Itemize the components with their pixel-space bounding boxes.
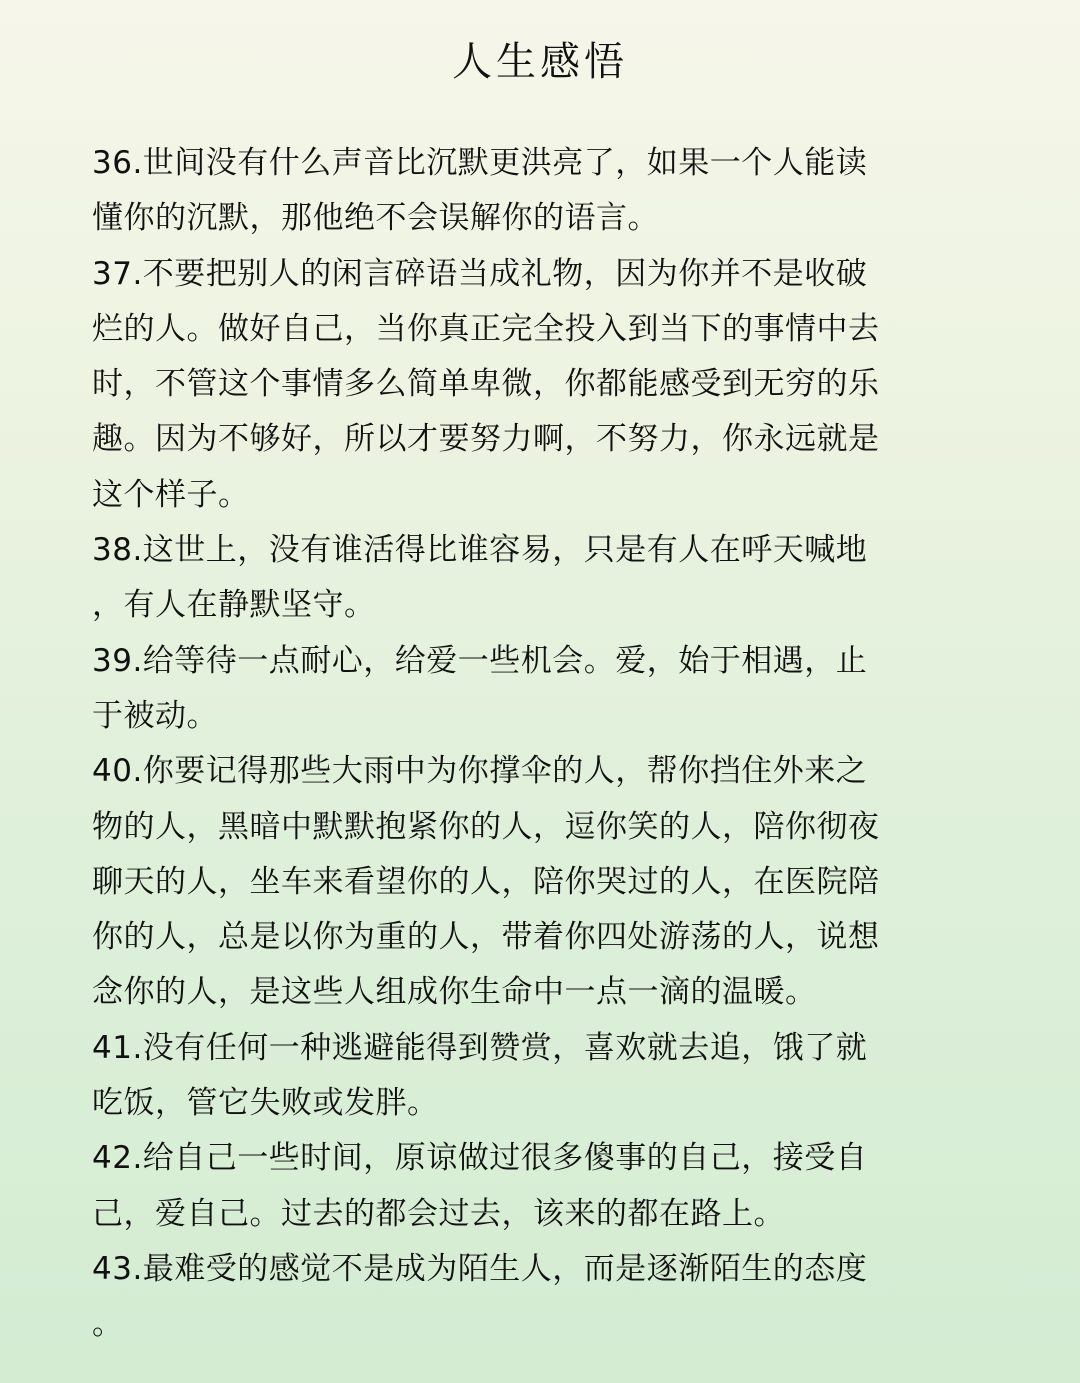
text-line: 念你的人，是这些人组成你生命中一点一滴的温暖。 xyxy=(92,974,817,1011)
text-line: 38.这世上，没有谁活得比谁容易，只是有人在呼天喊地 xyxy=(92,532,868,569)
text-line: 你的人，总是以你为重的人，带着你四处游荡的人，说想 xyxy=(92,919,880,956)
text-line: 这个样子。 xyxy=(92,476,250,513)
text-line: 43.最难受的感觉不是成为陌生人，而是逐渐陌生的态度 xyxy=(92,1250,868,1287)
text-line: 于被动。 xyxy=(92,697,218,734)
text-line: ，有人在静默坚守。 xyxy=(92,587,376,624)
text-line: 物的人，黑暗中默默抱紧你的人，逗你笑的人，陪你彻夜 xyxy=(92,808,880,845)
text-line: 趣。因为不够好，所以才要努力啊，不努力，你永远就是 xyxy=(92,421,880,458)
text-line: 40.你要记得那些大雨中为你撑伞的人，帮你挡住外来之 xyxy=(92,753,868,790)
page-title: 人生感悟 xyxy=(452,39,628,85)
text-line: 时，不管这个事情多么简单卑微，你都能感受到无穷的乐 xyxy=(92,366,880,403)
text-body xyxy=(92,136,984,1353)
text-line: 41.没有任何一种逃避能得到赞赏，喜欢就去追，饿了就 xyxy=(92,1029,868,1066)
text-line: 烂的人。做好自己，当你真正完全投入到当下的事情中去 xyxy=(92,310,880,347)
text-line: 聊天的人，坐车来看望你的人，陪你哭过的人，在医院陪 xyxy=(92,863,880,900)
text-line: 42.给自己一些时间，原谅做过很多傻事的自己，接受自 xyxy=(92,1140,868,1177)
text-line: 己，爱自己。过去的都会过去，该来的都在路上。 xyxy=(92,1195,785,1232)
text-line: 懂你的沉默，那他绝不会误解你的语言。 xyxy=(92,200,659,237)
text-line: 。 xyxy=(92,1306,124,1343)
text-line: 吃饭，管它失败或发胖。 xyxy=(92,1085,439,1122)
text-line: 37.不要把别人的闲言碎语当成礼物，因为你并不是收破 xyxy=(92,255,868,292)
text-line: 39.给等待一点耐心，给爱一些机会。爱，始于相遇，止 xyxy=(92,642,868,679)
text-line: 36.世间没有什么声音比沉默更洪亮了，如果一个人能读 xyxy=(92,145,868,181)
